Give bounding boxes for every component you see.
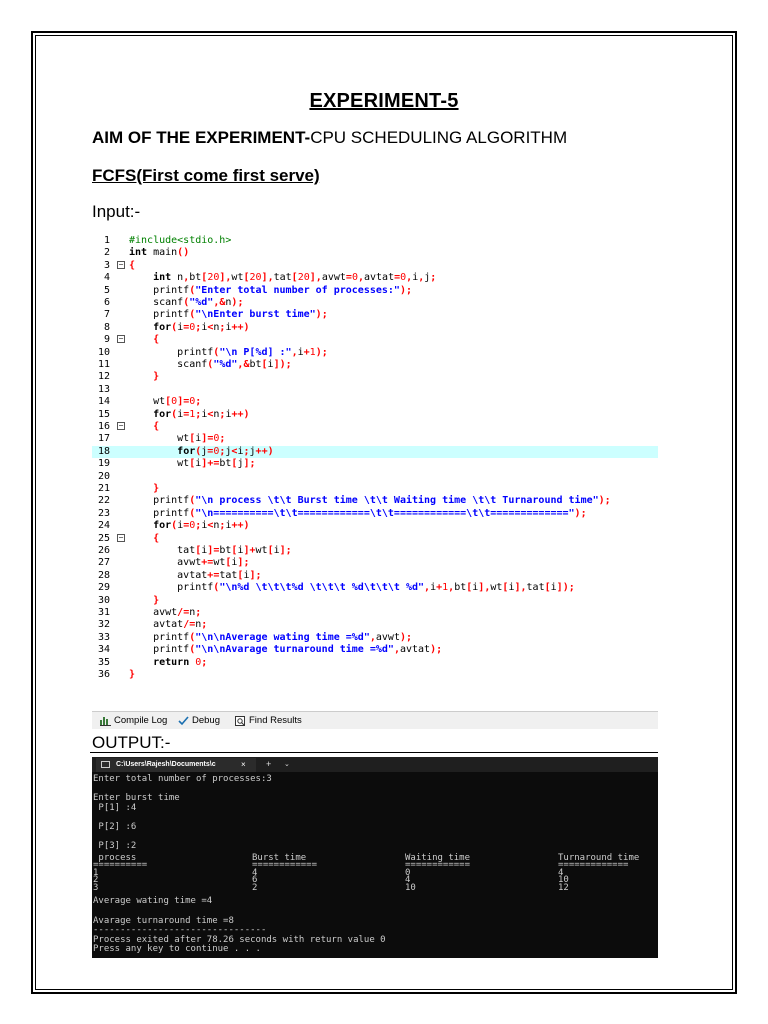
- code-line: [92, 235, 658, 247]
- code-line: [92, 409, 658, 421]
- console-table-header: Burst time: [252, 852, 307, 863]
- code-line: [92, 446, 658, 458]
- code-line: [92, 508, 658, 520]
- code-text: avwt/=n;: [129, 607, 202, 618]
- input-label: Input:-: [92, 202, 141, 221]
- line-number: 34: [97, 644, 110, 656]
- code-line: [92, 297, 658, 309]
- compile-log-label: Compile Log: [114, 715, 168, 726]
- aim-line: [92, 128, 567, 148]
- line-number: 24: [97, 520, 110, 532]
- line-number: 30: [97, 594, 110, 606]
- line-number: 16: [97, 421, 110, 432]
- code-text: wt[0]=0;: [129, 396, 202, 408]
- console-table-cell: 4: [252, 867, 258, 878]
- line-number: 15: [97, 408, 110, 420]
- console-line: P[3] :2: [93, 841, 137, 852]
- code-text: printf("\n P[%d] :",i+1);: [129, 346, 328, 358]
- fold-toggle-icon: −: [118, 334, 124, 344]
- console-line: Enter total number of processes:3: [93, 774, 272, 784]
- code-line: [92, 619, 658, 631]
- code-line: [92, 421, 658, 433]
- code-text: scanf("%d",&n);: [129, 297, 244, 308]
- code-line: [92, 433, 658, 445]
- code-text: printf("\n process \t\t Burst time \t\t Waiting time \t\t Turnaround time");: [129, 495, 611, 507]
- section-heading: FCFS(First come first serve): [92, 166, 320, 185]
- line-number: 27: [97, 557, 110, 569]
- line-number: 4: [103, 272, 110, 284]
- code-text: for(i=1;i<n;i++): [153, 408, 250, 420]
- console-table-cell: 3: [93, 882, 99, 893]
- console-table-cell: 10: [558, 875, 569, 886]
- fold-toggle-icon: −: [118, 421, 124, 430]
- chevron-down-icon: ⌄: [284, 761, 290, 768]
- console-table-rule: =============: [558, 860, 629, 871]
- line-number: 1: [103, 235, 110, 246]
- line-number: 21: [97, 483, 110, 494]
- console-table-cell: 12: [558, 882, 569, 893]
- console-line: Press any key to continue . . .: [93, 944, 261, 955]
- line-number: 29: [97, 582, 110, 594]
- console-line: --------------------------------: [93, 925, 267, 936]
- code-text: tat[i]=bt[i]+wt[i];: [129, 545, 292, 556]
- line-number: 33: [97, 631, 110, 643]
- console-window-screenshot: [92, 757, 658, 958]
- code-text: printf("\nEnter burst time");: [129, 309, 328, 321]
- code-text: #include<stdio.h>: [129, 235, 232, 246]
- code-text: avwt+=wt[i];: [129, 557, 250, 569]
- line-number: 5: [103, 284, 110, 296]
- code-text: }: [153, 594, 160, 606]
- terminal-icon: [101, 761, 110, 768]
- code-text: }: [153, 371, 160, 383]
- code-line: [92, 483, 658, 495]
- code-text: int main(): [129, 247, 190, 259]
- code-text: printf("Enter total number of processes:");: [129, 284, 413, 296]
- code-line: [92, 309, 658, 321]
- line-number: 2: [103, 247, 110, 259]
- code-text: {: [129, 259, 136, 271]
- console-line: P[1] :4: [93, 802, 137, 813]
- console-line: Enter burst time: [93, 793, 180, 804]
- code-line: [92, 533, 658, 545]
- code-text: printf("\n\nAvarage turnaround time =%d",avtat);: [129, 644, 443, 656]
- code-line: [92, 322, 658, 334]
- fold-toggle-icon: −: [118, 259, 124, 269]
- find-results-label: Find Results: [249, 715, 302, 726]
- aim-label: AIM OF THE EXPERIMENT-: [92, 128, 311, 147]
- console-table-cell: 2: [93, 875, 99, 886]
- output-label: OUTPUT:-: [92, 733, 171, 752]
- code-text: {: [153, 334, 160, 346]
- code-line: [92, 644, 658, 656]
- line-number: 11: [97, 359, 110, 370]
- line-number: 18: [97, 445, 110, 457]
- line-number: 17: [97, 433, 110, 445]
- code-text: scanf("%d",&bt[i]);: [129, 359, 292, 370]
- code-line: [92, 371, 658, 383]
- code-text: wt[i]=0;: [129, 433, 226, 445]
- code-line: [92, 285, 658, 297]
- find-results-icon: [235, 716, 246, 726]
- line-number: 8: [103, 321, 110, 333]
- line-number: 31: [97, 607, 110, 618]
- line-number: 14: [97, 396, 110, 408]
- line-number: 25: [97, 532, 110, 544]
- line-number: 9: [103, 334, 110, 346]
- line-number: 32: [97, 619, 110, 631]
- console-table-rule: ==========: [93, 860, 148, 871]
- line-number: 36: [97, 669, 110, 680]
- console-table-cell: 0: [405, 867, 411, 878]
- fold-toggle-icon: −: [118, 532, 124, 542]
- line-number: 12: [97, 371, 110, 383]
- aim-text: CPU SCHEDULING ALGORITHM: [310, 128, 568, 147]
- code-line: [92, 570, 658, 582]
- console-table-cell: 4: [405, 875, 411, 886]
- console-table-header: Turnaround time: [558, 852, 640, 863]
- code-line: [92, 396, 658, 408]
- code-line: [92, 669, 658, 681]
- code-text: avtat+=tat[i];: [129, 569, 262, 581]
- line-number: 23: [97, 507, 110, 519]
- console-titlebar: [92, 757, 658, 772]
- code-line: [92, 334, 658, 346]
- console-table-header: Waiting time: [405, 852, 471, 863]
- code-line: [92, 595, 658, 607]
- code-text: avtat/=n;: [129, 619, 208, 631]
- bar-chart-icon: [100, 716, 111, 726]
- line-number: 3: [103, 259, 110, 271]
- find-results-tab: [235, 712, 302, 729]
- line-number: 35: [97, 656, 110, 668]
- code-text: for(i=0;i<n;i++): [153, 321, 250, 333]
- console-line: P[2] :6: [93, 822, 137, 832]
- code-line: [92, 471, 658, 483]
- line-number: 7: [103, 309, 110, 321]
- console-table-header: process: [93, 852, 137, 863]
- page-title: EXPERIMENT-5: [309, 90, 459, 112]
- close-icon: ×: [241, 760, 246, 769]
- line-number: 28: [97, 569, 110, 581]
- console-line: Avarage turnaround time =8: [93, 915, 234, 926]
- line-number: 6: [103, 297, 110, 308]
- code-text: for(i=0;i<n;i++): [153, 520, 250, 532]
- console-tab-title: C:\Users\Rajesh\Documents\c: [116, 761, 216, 768]
- code-text: }: [129, 669, 136, 680]
- code-line: [92, 607, 658, 619]
- line-number: 10: [97, 346, 110, 358]
- code-text: printf("\n==========\t\t============\t\t============\t\t=============");: [129, 507, 587, 519]
- code-text: printf("\n%d \t\t\t%d \t\t\t %d\t\t\t %d",i+1,bt[i],wt[i],tat[i]);: [129, 582, 575, 594]
- console-line: Process exited after 78.26 seconds with return value 0: [93, 934, 386, 945]
- console-tab: [96, 758, 256, 772]
- line-number: 13: [97, 383, 110, 395]
- console-table-cell: 6: [252, 875, 258, 886]
- new-tab-icon: +: [266, 759, 272, 769]
- code-line: [92, 458, 658, 470]
- code-line: [92, 384, 658, 396]
- console-line: Average wating time =4: [93, 896, 213, 907]
- code-line: [92, 272, 658, 284]
- console-table-cell: 1: [93, 867, 99, 878]
- code-line: [92, 545, 658, 557]
- debug-tab: [178, 712, 220, 729]
- code-text: printf("\n\nAverage wating time =%d",avwt);: [129, 631, 413, 643]
- check-icon: [178, 716, 189, 726]
- code-editor-screenshot: [92, 231, 658, 711]
- code-line: [92, 557, 658, 569]
- code-line: [92, 247, 658, 259]
- code-text: for(j=0;j<i;j++): [177, 445, 274, 457]
- code-line: [92, 520, 658, 532]
- line-number: 22: [97, 495, 110, 507]
- code-line: [92, 347, 658, 359]
- line-number: 20: [97, 470, 110, 482]
- code-line: [92, 632, 658, 644]
- editor-bottom-bar: [92, 711, 658, 729]
- code-line: [92, 657, 658, 669]
- console-table-cell: 10: [405, 882, 416, 893]
- code-text: int n,bt[20],wt[20],tat[20],avwt=0,avtat=0,i,j;: [153, 272, 437, 284]
- code-line: [92, 582, 658, 594]
- code-text: {: [153, 532, 160, 544]
- code-line: [92, 359, 658, 371]
- code-text: return 0;: [153, 656, 208, 668]
- code-text: wt[i]+=bt[j];: [129, 458, 256, 470]
- output-divider: [90, 752, 658, 753]
- debug-label: Debug: [192, 715, 220, 726]
- code-text: }: [153, 483, 160, 494]
- line-number: 19: [97, 458, 110, 470]
- compile-log-tab: [100, 712, 167, 729]
- console-table-rule: ============: [405, 860, 471, 871]
- code-line: [92, 260, 658, 272]
- line-number: 26: [97, 545, 110, 556]
- console-table-rule: ============: [252, 860, 318, 871]
- code-line: [92, 495, 658, 507]
- code-text: {: [153, 421, 160, 432]
- console-table-cell: 4: [558, 867, 564, 878]
- console-table-cell: 2: [252, 882, 258, 893]
